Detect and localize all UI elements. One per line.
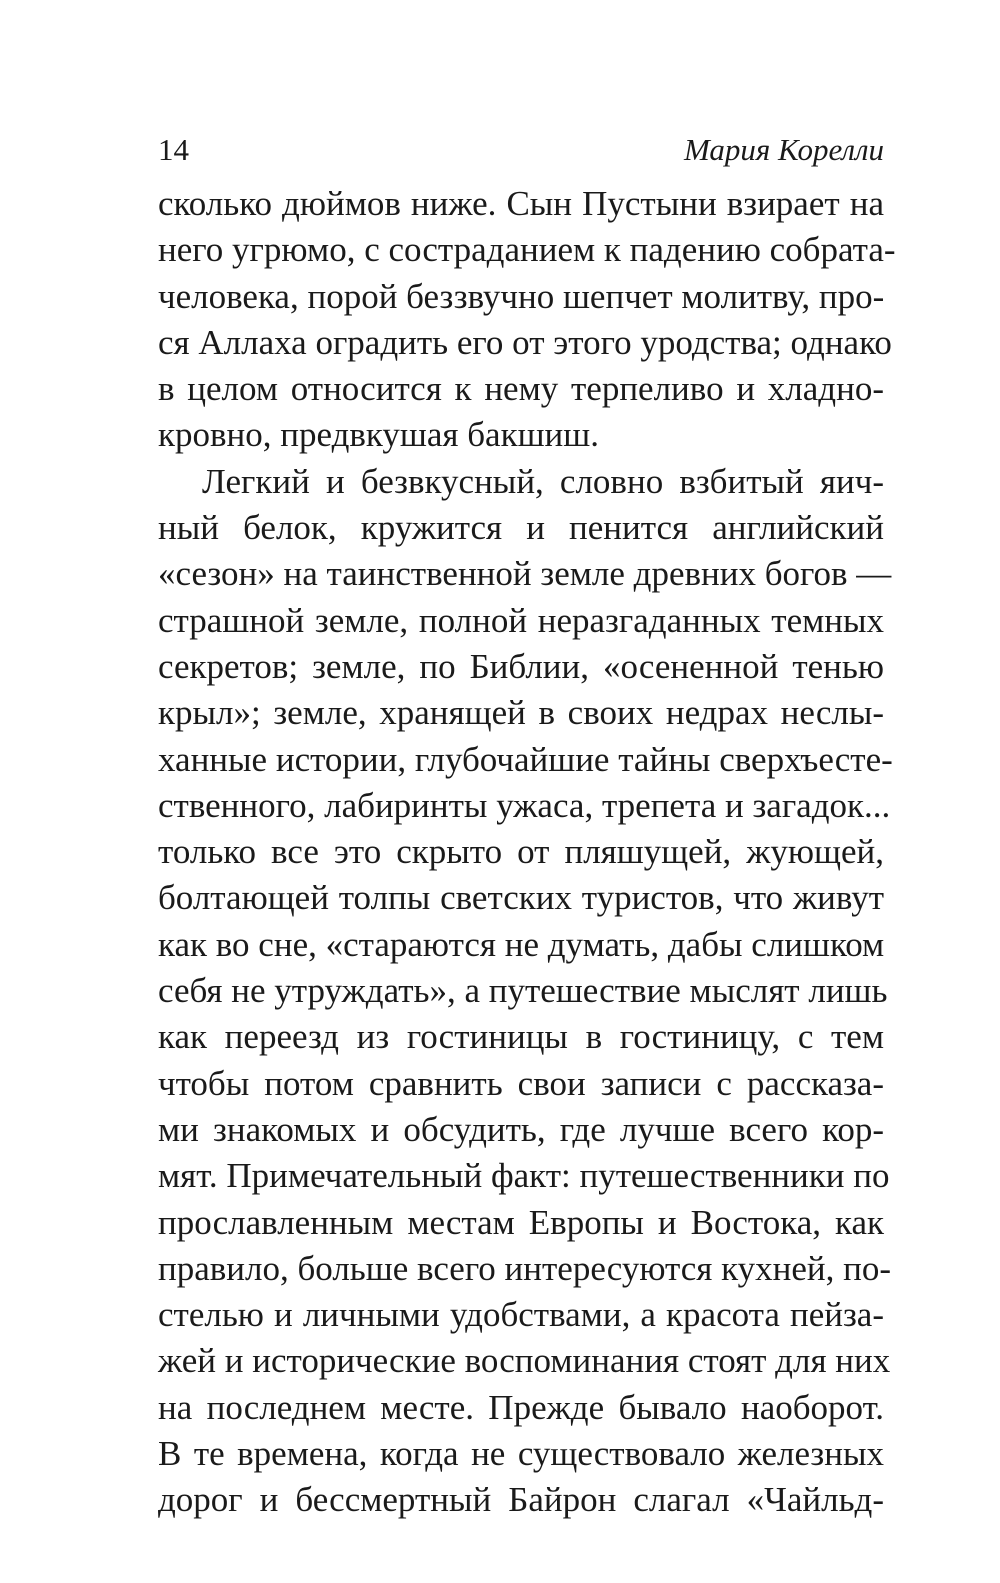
text-line: дорог и бессмертный Байрон слагал «Чайльд-: [158, 1480, 884, 1520]
text-line: него угрюмо, с состраданием к падению собрата-: [158, 230, 896, 270]
text-line: правило, больше всего интересуются кухней, по-: [158, 1248, 892, 1288]
page-number: 14: [158, 132, 189, 167]
text-line: чтобы потом сравнить свои записи с рассказа-: [158, 1063, 884, 1103]
text-line: только все это скрыто от пляшущей, жующей,: [158, 832, 884, 872]
text-line: как во сне, «стараются не думать, дабы слишком: [158, 924, 885, 964]
text-line: ми знакомых и обсудить, где лучше всего кор-: [158, 1109, 884, 1149]
text-line: прославленным местам Европы и Востока, как: [158, 1202, 884, 1242]
page-header: [158, 127, 884, 173]
text-line: мят. Примечательный факт: путешественники по: [158, 1156, 890, 1196]
body-text: [158, 181, 896, 1524]
text-line: крыл»; земле, хранящей в своих недрах неслы-: [158, 693, 884, 733]
text-line: сколько дюймов ниже. Сын Пустыни взирает на: [158, 184, 884, 223]
text-line: жей и исторические воспоминания стоят для них: [158, 1341, 891, 1381]
text-line: кровно, предвкушая бакшиш.: [158, 415, 599, 455]
running-title: Мария Корелли: [684, 132, 884, 167]
text-line: человека, порой беззвучно шепчет молитву, про-: [158, 276, 885, 316]
text-line: как переезд из гостиницы в гостиницу, с тем: [158, 1017, 884, 1057]
text-line: ханные истории, глубочайшие тайны сверхъесте-: [158, 739, 893, 779]
text-line: болтающей толпы светских туристов, что живут: [158, 878, 884, 918]
text-line: стелью и личными удобствами, а красота пейза-: [158, 1295, 884, 1335]
text-line: секретов; земле, по Библии, «осененной тенью: [158, 646, 884, 686]
paragraph-first-line: Легкий и безвкусный, словно взбитый яич-: [202, 461, 884, 501]
text-line: В те времена, когда не существовало железных: [158, 1434, 884, 1474]
text-line: «сезон» на таинственной земле древних богов —: [158, 554, 892, 594]
text-line: ственного, лабиринты ужаса, трепета и загадок...: [158, 785, 891, 825]
text-line: ный белок, кружится и пенится английский: [158, 508, 884, 548]
text-line: страшной земле, полной неразгаданных темных: [158, 600, 884, 640]
text-line: себя не утруждать», а путешествие мыслят лишь: [158, 971, 888, 1011]
text-line: в целом относится к нему терпеливо и хладно-: [158, 369, 884, 409]
text-line: ся Аллаха оградить его от этого уродства; однако: [158, 322, 892, 362]
text-line: на последнем месте. Прежде бывало наоборот.: [158, 1387, 884, 1427]
